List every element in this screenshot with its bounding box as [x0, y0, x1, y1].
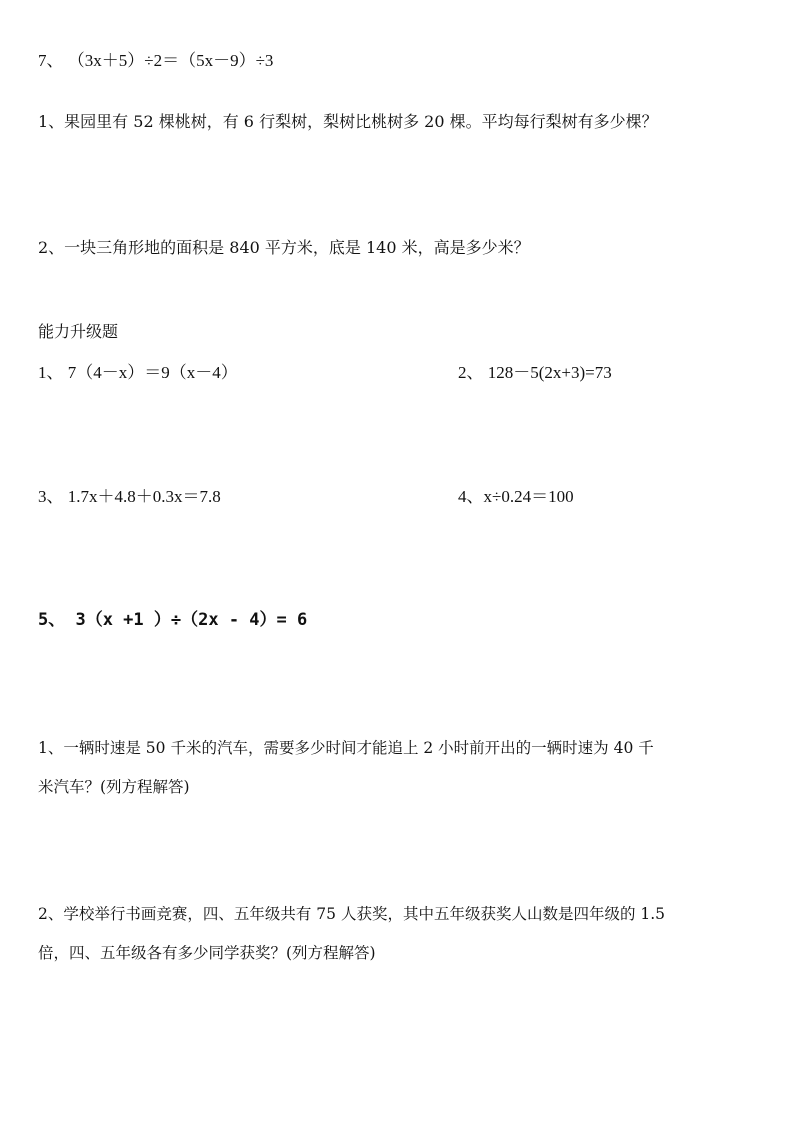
- word-problem-2: 2、一块三角形地的面积是 840 平方米，底是 140 米，高是多少米？: [38, 238, 530, 257]
- application-problem-1-line-2: 米汽车？(列方程解答): [38, 778, 190, 796]
- equation-advanced-5: 5、 3（x +1 ）÷（2x - 4）= 6: [38, 610, 308, 630]
- section-title: 能力升级题: [38, 322, 119, 341]
- equation-advanced-4: 4、x÷0.24＝100: [458, 487, 574, 506]
- application-problem-2-line-1: 2、学校举行书画竞赛，四、五年级共有 75 人获奖，其中五年级获奖人山数是四年级的 1.5: [38, 905, 666, 923]
- word-problem-1: 1、果园里有 52 棵桃树，有 6 行梨树，梨树比桃树多 20 棵。平均每行梨树有多少棵？: [38, 112, 658, 131]
- application-problem-2-line-2: 倍，四、五年级各有多少同学获奖？(列方程解答): [38, 944, 376, 962]
- equation-advanced-2: 2、 128－5(2x+3)=73: [458, 363, 612, 382]
- equation-advanced-1: 1、 7（4－x）＝9（x－4）: [38, 363, 238, 382]
- equation-advanced-3: 3、 1.7x＋4.8＋0.3x＝7.8: [38, 487, 221, 506]
- application-problem-1-line-1: 1、一辆时速是 50 千米的汽车，需要多少时间才能追上 2 小时前开出的一辆时速为 40 千: [38, 739, 654, 757]
- equation-7: 7、 （3x＋5）÷2＝（5x－9）÷3: [38, 51, 274, 70]
